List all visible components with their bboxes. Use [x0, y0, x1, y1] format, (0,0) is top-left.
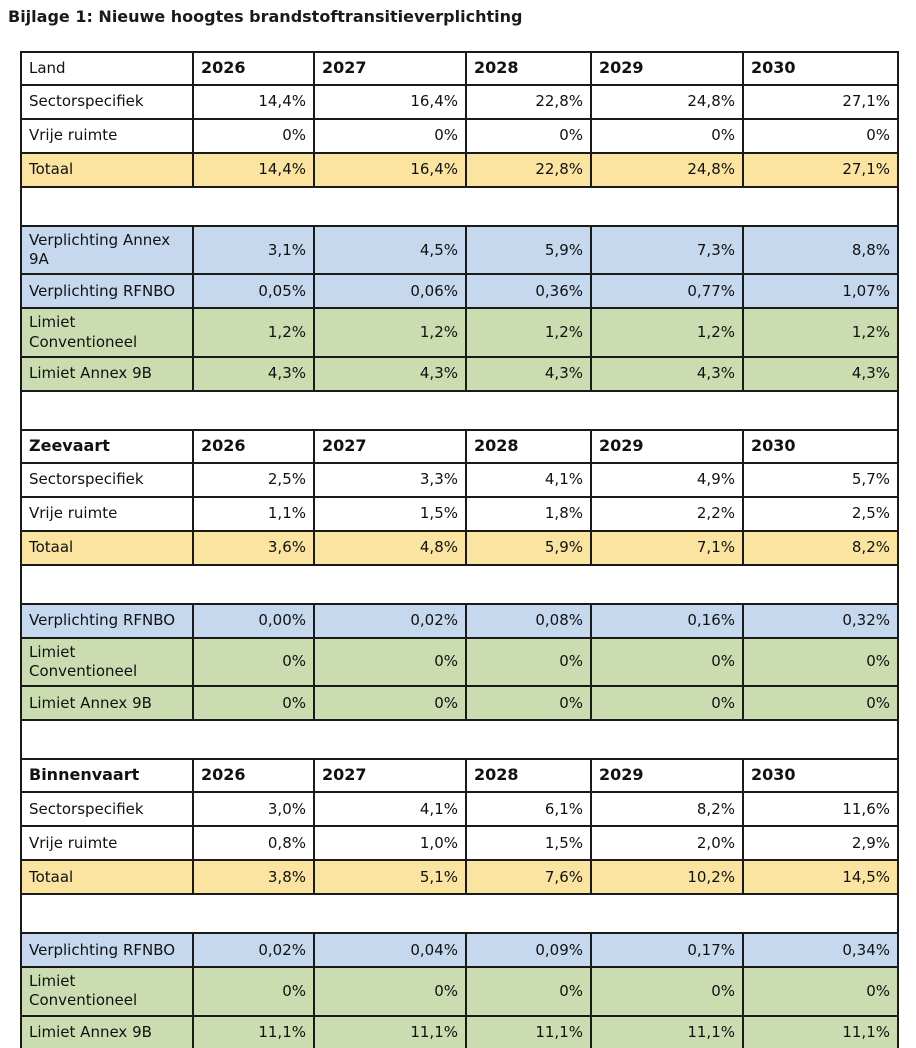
table-row	[21, 153, 898, 187]
value-cell: 27,1%	[743, 153, 898, 187]
value-cell: 2,2%	[591, 497, 743, 531]
table-row	[21, 119, 898, 153]
year-header-cell: 2028	[466, 430, 591, 463]
value-cell: 1,1%	[193, 497, 314, 531]
table-row	[21, 1016, 898, 1048]
value-cell: 4,3%	[314, 357, 466, 391]
value-cell: 0%	[193, 686, 314, 720]
value-cell: 11,1%	[743, 1016, 898, 1048]
table-row	[21, 497, 898, 531]
table-row	[21, 531, 898, 565]
year-header-cell: 2030	[743, 52, 898, 85]
value-cell: 8,2%	[743, 531, 898, 565]
value-cell: 24,8%	[591, 85, 743, 119]
table-body	[21, 52, 898, 1048]
spacer-cell	[21, 720, 898, 759]
value-cell: 0,04%	[314, 933, 466, 967]
table-row	[21, 357, 898, 391]
value-cell: 0,00%	[193, 604, 314, 638]
value-cell: 0%	[743, 686, 898, 720]
value-cell: 8,2%	[591, 792, 743, 826]
value-cell: 5,1%	[314, 860, 466, 894]
value-cell: 0,09%	[466, 933, 591, 967]
fuel-transition-obligation-table	[20, 51, 899, 1048]
row-label-cell: Verplichting RFNBO	[21, 933, 193, 967]
value-cell: 0%	[743, 967, 898, 1015]
value-cell: 22,8%	[466, 153, 591, 187]
table-row	[21, 686, 898, 720]
year-header-cell: 2030	[743, 430, 898, 463]
value-cell: 5,7%	[743, 463, 898, 497]
value-cell: 11,1%	[314, 1016, 466, 1048]
value-cell: 1,2%	[743, 308, 898, 356]
value-cell: 0%	[193, 119, 314, 153]
value-cell: 0%	[466, 967, 591, 1015]
value-cell: 0%	[314, 119, 466, 153]
value-cell: 16,4%	[314, 85, 466, 119]
row-label-cell: Sectorspecifiek	[21, 85, 193, 119]
row-label-cell: Sectorspecifiek	[21, 792, 193, 826]
page-title: Bijlage 1: Nieuwe hoogtes brandstoftransitieverplichting	[8, 7, 523, 26]
value-cell: 0%	[591, 967, 743, 1015]
row-label-cell: Limiet Annex 9B	[21, 1016, 193, 1048]
value-cell: 0%	[591, 686, 743, 720]
row-label-cell: Limiet Annex 9B	[21, 686, 193, 720]
spacer-row	[21, 187, 898, 226]
value-cell: 1,8%	[466, 497, 591, 531]
section-header-row	[21, 430, 898, 463]
value-cell: 7,1%	[591, 531, 743, 565]
row-label-cell: Verplichting Annex 9A	[21, 226, 193, 274]
value-cell: 0%	[193, 638, 314, 686]
section-header-row	[21, 52, 898, 85]
value-cell: 3,0%	[193, 792, 314, 826]
value-cell: 3,6%	[193, 531, 314, 565]
table-row	[21, 638, 898, 686]
value-cell: 0%	[314, 638, 466, 686]
value-cell: 3,8%	[193, 860, 314, 894]
row-label-cell: Limiet Conventioneel	[21, 638, 193, 686]
year-header-cell: 2029	[591, 430, 743, 463]
value-cell: 0,32%	[743, 604, 898, 638]
value-cell: 0%	[591, 119, 743, 153]
value-cell: 3,3%	[314, 463, 466, 497]
row-label-cell: Limiet Conventioneel	[21, 308, 193, 356]
table-row	[21, 274, 898, 308]
value-cell: 0,02%	[314, 604, 466, 638]
value-cell: 1,07%	[743, 274, 898, 308]
value-cell: 2,5%	[193, 463, 314, 497]
value-cell: 0,02%	[193, 933, 314, 967]
year-header-cell: 2029	[591, 52, 743, 85]
value-cell: 14,5%	[743, 860, 898, 894]
value-cell: 4,9%	[591, 463, 743, 497]
value-cell: 0%	[743, 638, 898, 686]
section-header-cell: Zeevaart	[21, 430, 193, 463]
value-cell: 0,08%	[466, 604, 591, 638]
value-cell: 4,3%	[743, 357, 898, 391]
value-cell: 0%	[314, 686, 466, 720]
value-cell: 2,5%	[743, 497, 898, 531]
value-cell: 4,3%	[193, 357, 314, 391]
row-label-cell: Limiet Annex 9B	[21, 357, 193, 391]
value-cell: 11,1%	[466, 1016, 591, 1048]
value-cell: 27,1%	[743, 85, 898, 119]
value-cell: 1,2%	[193, 308, 314, 356]
value-cell: 0,17%	[591, 933, 743, 967]
year-header-cell: 2028	[466, 759, 591, 792]
year-header-cell: 2029	[591, 759, 743, 792]
value-cell: 1,2%	[466, 308, 591, 356]
value-cell: 10,2%	[591, 860, 743, 894]
value-cell: 1,2%	[591, 308, 743, 356]
value-cell: 14,4%	[193, 153, 314, 187]
value-cell: 0,16%	[591, 604, 743, 638]
row-label-cell: Vrije ruimte	[21, 119, 193, 153]
value-cell: 4,3%	[466, 357, 591, 391]
section-header-cell: Land	[21, 52, 193, 85]
table-row	[21, 860, 898, 894]
value-cell: 2,0%	[591, 826, 743, 860]
row-label-cell: Verplichting RFNBO	[21, 604, 193, 638]
table-row	[21, 792, 898, 826]
value-cell: 4,1%	[466, 463, 591, 497]
value-cell: 6,1%	[466, 792, 591, 826]
table-row	[21, 308, 898, 356]
table-row	[21, 463, 898, 497]
row-label-cell: Verplichting RFNBO	[21, 274, 193, 308]
spacer-cell	[21, 894, 898, 933]
value-cell: 11,6%	[743, 792, 898, 826]
row-label-cell: Limiet Conventioneel	[21, 967, 193, 1015]
value-cell: 4,1%	[314, 792, 466, 826]
table-row	[21, 604, 898, 638]
value-cell: 4,5%	[314, 226, 466, 274]
section-header-cell: Binnenvaart	[21, 759, 193, 792]
year-header-cell: 2030	[743, 759, 898, 792]
value-cell: 3,1%	[193, 226, 314, 274]
value-cell: 0,34%	[743, 933, 898, 967]
table-row	[21, 226, 898, 274]
value-cell: 11,1%	[591, 1016, 743, 1048]
value-cell: 0%	[466, 638, 591, 686]
year-header-cell: 2027	[314, 759, 466, 792]
spacer-cell	[21, 187, 898, 226]
value-cell: 1,5%	[314, 497, 466, 531]
value-cell: 0%	[314, 967, 466, 1015]
value-cell: 1,0%	[314, 826, 466, 860]
value-cell: 4,3%	[591, 357, 743, 391]
year-header-cell: 2027	[314, 430, 466, 463]
value-cell: 14,4%	[193, 85, 314, 119]
value-cell: 4,8%	[314, 531, 466, 565]
year-header-cell: 2026	[193, 759, 314, 792]
row-label-cell: Totaal	[21, 531, 193, 565]
table-row	[21, 933, 898, 967]
row-label-cell: Vrije ruimte	[21, 497, 193, 531]
value-cell: 24,8%	[591, 153, 743, 187]
value-cell: 0,8%	[193, 826, 314, 860]
value-cell: 8,8%	[743, 226, 898, 274]
value-cell: 5,9%	[466, 226, 591, 274]
value-cell: 1,2%	[314, 308, 466, 356]
value-cell: 7,3%	[591, 226, 743, 274]
value-cell: 0,06%	[314, 274, 466, 308]
value-cell: 0,05%	[193, 274, 314, 308]
value-cell: 0%	[466, 686, 591, 720]
year-header-cell: 2027	[314, 52, 466, 85]
spacer-row	[21, 720, 898, 759]
spacer-row	[21, 894, 898, 933]
value-cell: 0%	[466, 119, 591, 153]
value-cell: 16,4%	[314, 153, 466, 187]
table-row	[21, 967, 898, 1015]
value-cell: 7,6%	[466, 860, 591, 894]
section-header-row	[21, 759, 898, 792]
value-cell: 1,5%	[466, 826, 591, 860]
row-label-cell: Totaal	[21, 153, 193, 187]
value-cell: 0%	[193, 967, 314, 1015]
value-cell: 0,77%	[591, 274, 743, 308]
year-header-cell: 2028	[466, 52, 591, 85]
table-row	[21, 85, 898, 119]
value-cell: 5,9%	[466, 531, 591, 565]
spacer-cell	[21, 565, 898, 604]
value-cell: 0%	[743, 119, 898, 153]
value-cell: 11,1%	[193, 1016, 314, 1048]
value-cell: 0,36%	[466, 274, 591, 308]
row-label-cell: Vrije ruimte	[21, 826, 193, 860]
value-cell: 0%	[591, 638, 743, 686]
year-header-cell: 2026	[193, 52, 314, 85]
spacer-row	[21, 391, 898, 430]
value-cell: 22,8%	[466, 85, 591, 119]
spacer-row	[21, 565, 898, 604]
row-label-cell: Sectorspecifiek	[21, 463, 193, 497]
spacer-cell	[21, 391, 898, 430]
row-label-cell: Totaal	[21, 860, 193, 894]
value-cell: 2,9%	[743, 826, 898, 860]
year-header-cell: 2026	[193, 430, 314, 463]
table-row	[21, 826, 898, 860]
